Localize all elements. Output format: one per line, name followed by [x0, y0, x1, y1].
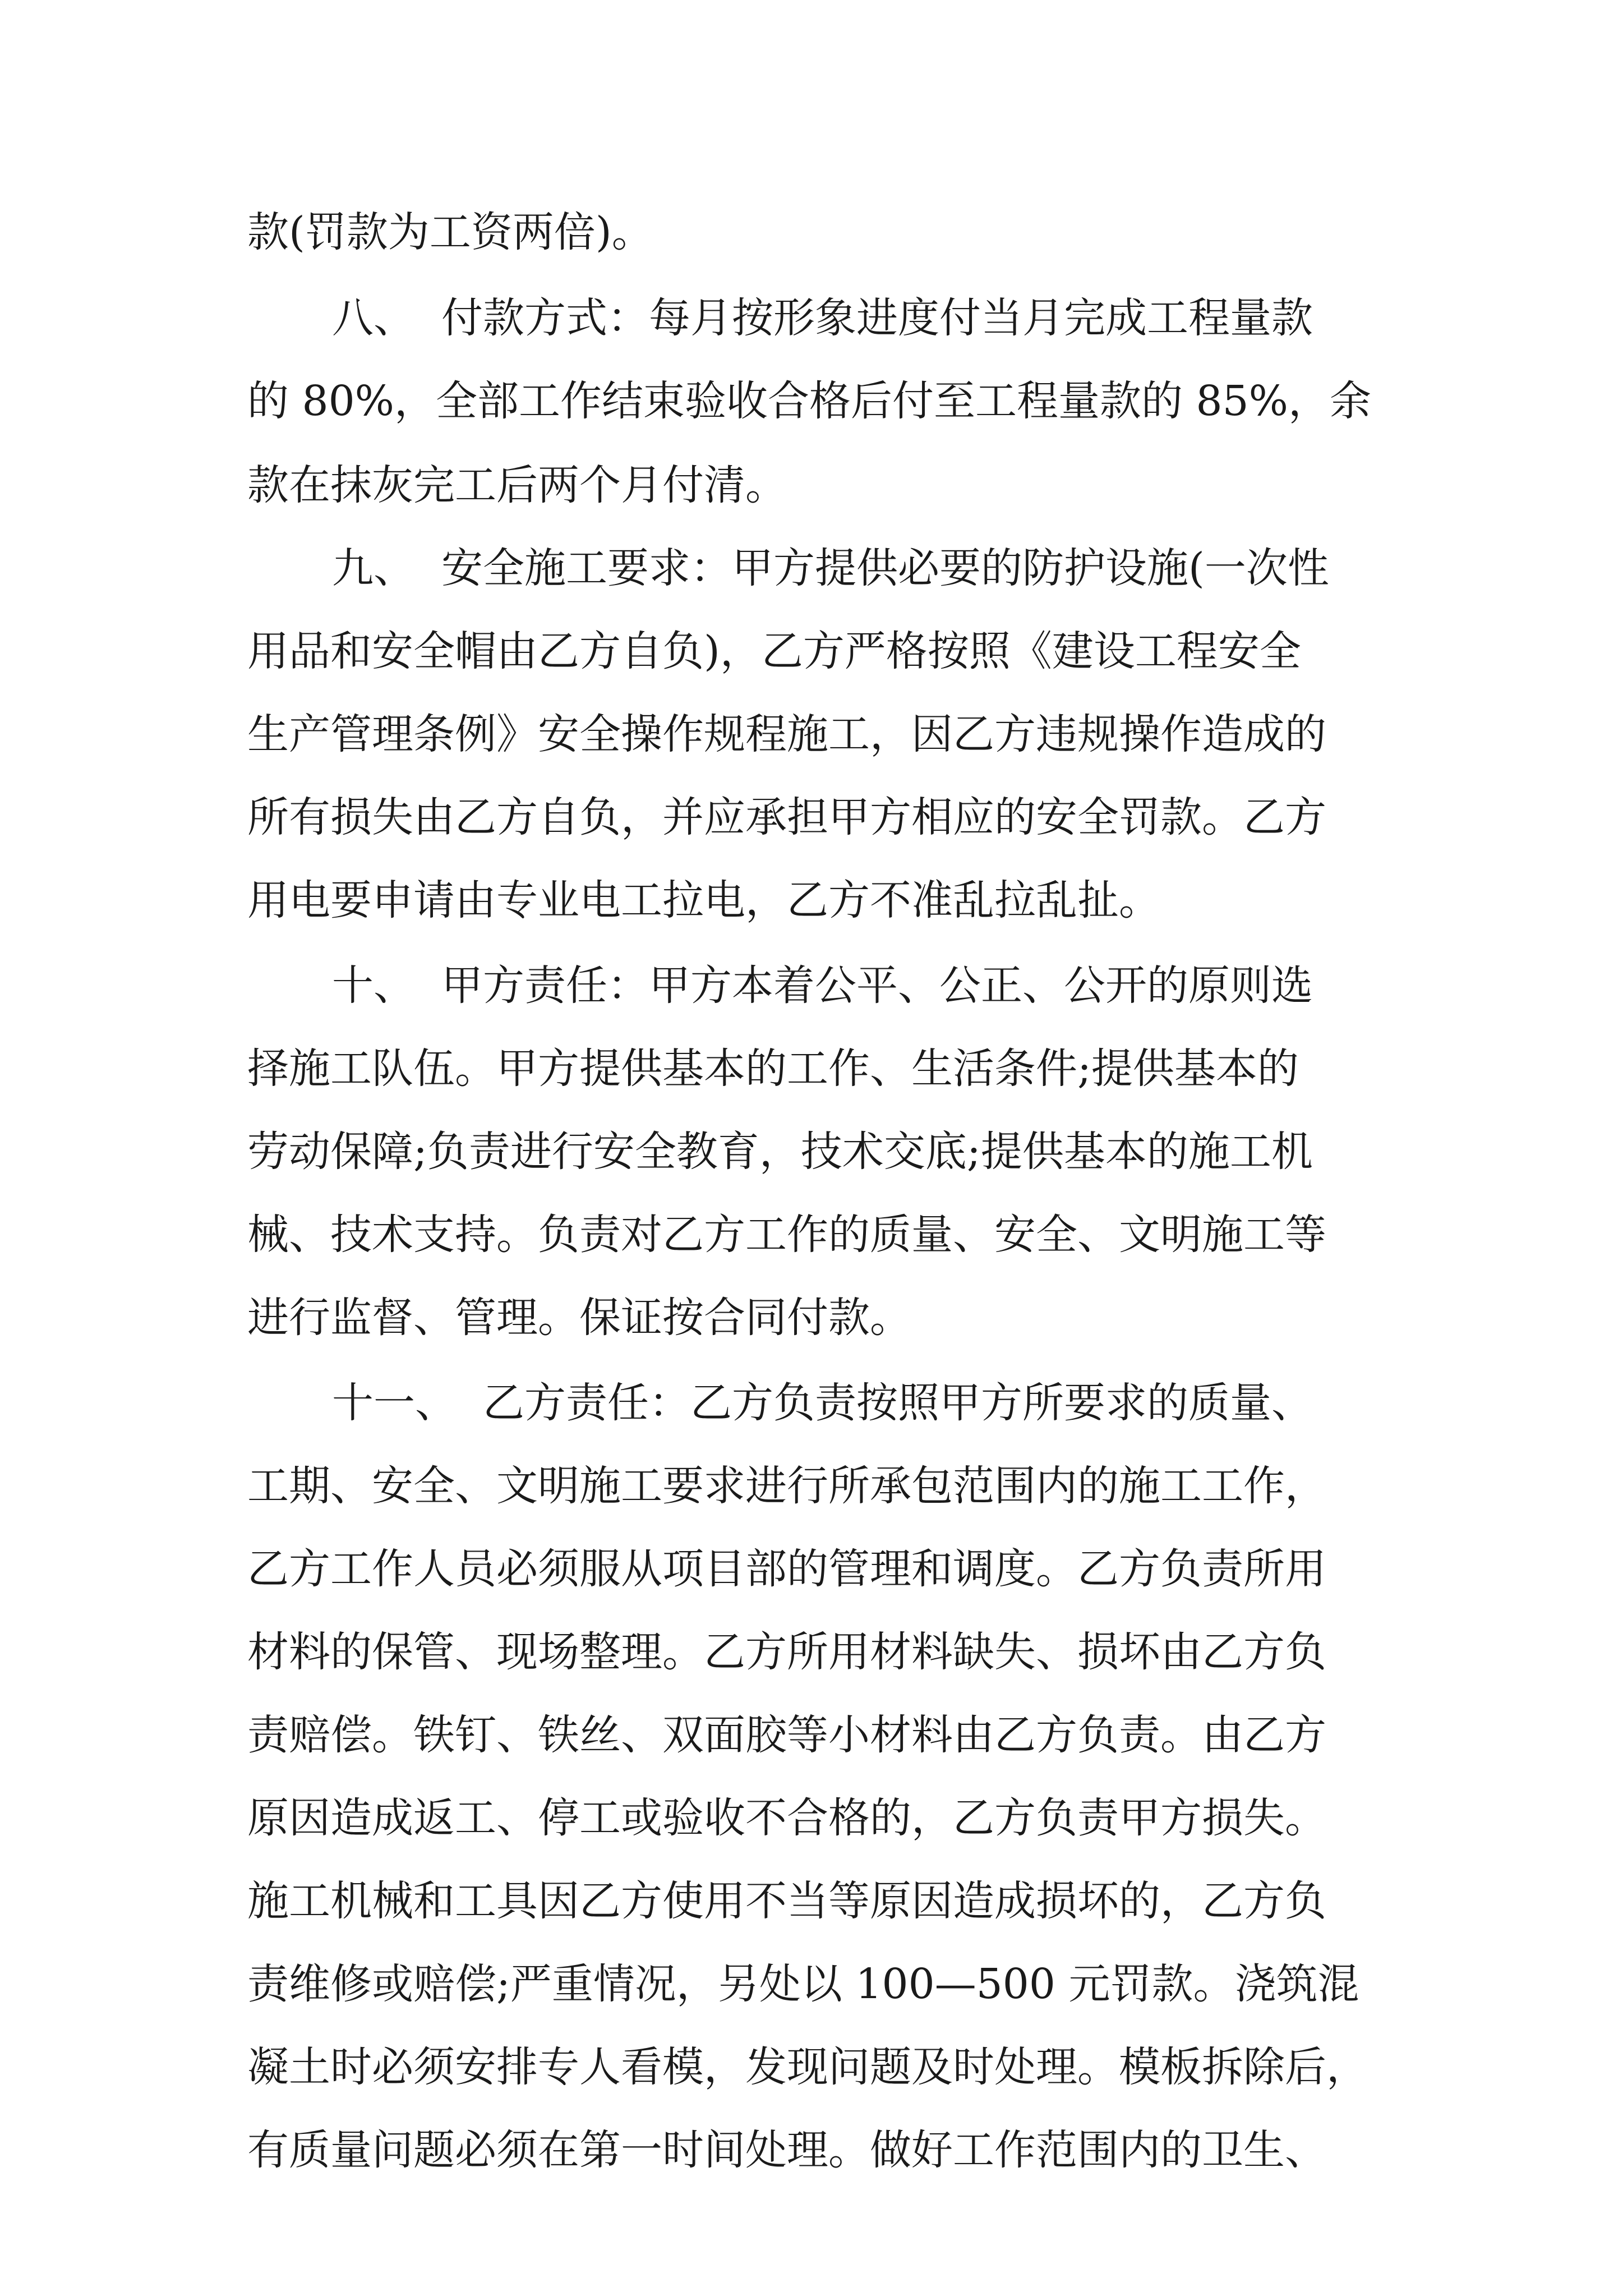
text-line: 八、 付款方式：每月按形象进度付当月完成工程量款: [332, 294, 1313, 342]
text-line: 劳动保障;负责进行安全教育，技术交底;提供基本的施工机: [247, 1128, 1313, 1176]
text-line: 款在抹灰完工后两个月付清。: [247, 461, 787, 509]
text-line: 责赔偿。铁钉、铁丝、双面胶等小材料由乙方负责。由乙方: [247, 1711, 1326, 1759]
text-line: 凝土时必须安排专人看模，发现问题及时处理。模板拆除后，: [247, 2043, 1368, 2091]
text-line: 乙方工作人员必须服从项目部的管理和调度。乙方负责所用: [247, 1545, 1326, 1593]
text-line: 的 80%，全部工作结束验收合格后付至工程量款的 85%，余: [247, 377, 1371, 425]
text-line: 用电要申请由专业电工拉电，乙方不准乱拉乱扯。: [247, 876, 1160, 924]
text-line: 所有损失由乙方自负，并应承担甲方相应的安全罚款。乙方: [247, 793, 1326, 841]
text-line: 材料的保管、现场整理。乙方所用材料缺失、损坏由乙方负: [247, 1628, 1326, 1676]
text-line: 十一、 乙方责任：乙方负责按照甲方所要求的质量、: [332, 1379, 1313, 1427]
text-line: 十、 甲方责任：甲方本着公平、公正、公开的原则选: [332, 961, 1313, 1010]
text-line: 械、技术支持。负责对乙方工作的质量、安全、文明施工等: [247, 1211, 1326, 1259]
text-line: 生产管理条例》安全操作规程施工，因乙方违规操作造成的: [247, 710, 1326, 758]
text-line: 工期、安全、文明施工要求进行所承包范围内的施工工作，: [247, 1462, 1326, 1510]
text-line: 款(罚款为工资两倍)。: [247, 208, 653, 256]
text-line: 择施工队伍。甲方提供基本的工作、生活条件;提供基本的: [247, 1045, 1299, 1093]
text-line: 施工机械和工具因乙方使用不当等原因造成损坏的，乙方负: [247, 1877, 1326, 1925]
text-line: 九、 安全施工要求：甲方提供必要的防护设施(一次性: [332, 544, 1329, 592]
text-line: 责维修或赔偿;严重情况，另处以 100—500 元罚款。浇筑混: [247, 1960, 1359, 2008]
text-line: 原因造成返工、停工或验收不合格的，乙方负责甲方损失。: [247, 1794, 1326, 1842]
text-line: 用品和安全帽由乙方自负)，乙方严格按照《建设工程安全: [247, 627, 1301, 675]
text-line: 进行监督、管理。保证按合同付款。: [247, 1294, 911, 1342]
text-line: 有质量问题必须在第一时间处理。做好工作范围内的卫生、: [247, 2126, 1326, 2174]
